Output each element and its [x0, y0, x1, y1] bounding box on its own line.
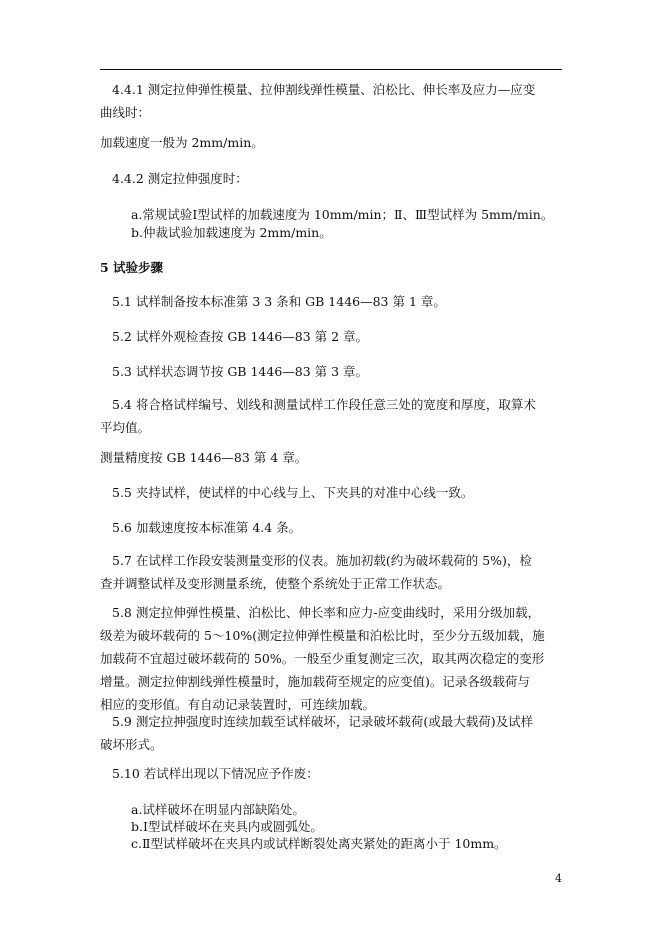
clause-5-2	[112, 325, 566, 348]
clause-line: 曲线时：	[100, 105, 151, 120]
clause-line: 5.7 在试样工作段安装测量变形的仪表。施加初载(约为破坏载荷的 5%)，检	[112, 553, 532, 568]
clause-5-7	[100, 549, 566, 595]
loading-speed-text	[100, 131, 566, 154]
clause-line: 4.4.1 测定拉伸弹性模量、拉伸割线弹性模量、泊松比、伸长率及应力—应变	[112, 82, 536, 97]
clause-line: 5.8 测定拉伸弹性模量、泊松比、伸长率和应力-应变曲线时，采用分级加载，	[112, 605, 541, 620]
section-heading: 5 试验步骤	[100, 260, 164, 275]
clause-line: 5.10 若试样出现以下情况应予作废：	[112, 766, 319, 781]
clause-line: 5.5 夹持试样，使试样的中心线与上、下夹具的对准中心线一致。	[112, 485, 474, 500]
clause-line: b.仲裁试验加载速度为 2mm/min。	[131, 225, 332, 240]
clause-line: 5.3 试样状态调节按 GB 1446—83 第 3 章。	[112, 364, 369, 379]
list-item-c	[131, 832, 561, 855]
clause-5-1	[112, 290, 566, 313]
clause-line: 5.1 试样制备按本标准第 3 3 条和 GB 1446—83 第 1 章。	[112, 294, 446, 309]
clause-5-4	[100, 393, 566, 439]
clause-4-4-2	[112, 167, 566, 190]
clause-line: 5.4 将合格试样编号、划线和测量试样工作段任意三处的宽度和厚度，取算术	[112, 397, 536, 412]
clause-line: b.Ⅰ型试样破坏在夹具内或圆弧处。	[131, 819, 323, 834]
clause-line: 加载荷不宜超过破坏载荷的 50%。一般至少重复测定三次，取其两次稳定的变形	[100, 651, 545, 666]
clause-line: 5.9 测定拉抻强度时连续加载至试样破坏，记录破坏载荷(或最大载荷)及试样	[112, 714, 534, 729]
clause-line: 加载速度一般为 2mm/min。	[100, 135, 264, 150]
measurement-precision-text	[100, 446, 566, 469]
clause-line: a.试样破坏在明显内部缺陷处。	[131, 802, 305, 817]
clause-4-4-1	[100, 78, 566, 124]
clause-5-6	[112, 516, 566, 539]
clause-line: 5.2 试样外观检查按 GB 1446—83 第 2 章。	[112, 329, 369, 344]
clause-line: 平均值。	[100, 420, 151, 435]
clause-line: 测量精度按 GB 1446—83 第 4 章。	[100, 450, 308, 465]
clause-line: 级差为破坏载荷的 5～10%(测定拉伸弹性模量和泊松比时，至少分五级加载，施	[100, 628, 545, 643]
clause-5-5	[112, 481, 566, 504]
list-item-b	[131, 221, 561, 244]
clause-5-9	[100, 710, 566, 756]
header-rule	[100, 69, 562, 70]
clause-line: 查并调整试样及变形测量系统，使整个系统处于正常工作状态。	[100, 576, 451, 591]
clause-line: 5.6 加载速度按本标准第 4.4 条。	[112, 520, 302, 535]
clause-line: c.Ⅱ型试样破坏在夹具内或试样断裂处离夹紧处的距离小于 10mm。	[131, 836, 507, 851]
clause-5-3	[112, 360, 566, 383]
clause-line: 增量。测定拉伸割线弹性模量时，施加载荷至规定的应变值)。记录各级载荷与	[100, 674, 530, 689]
clause-line: 相应的变形值。有自动记录装置时，可连续加载。	[100, 697, 376, 712]
clause-line: a.常规试验Ⅰ型试样的加载速度为 10mm/min；Ⅱ、Ⅲ型试样为 5mm/min。	[131, 207, 554, 222]
page-number: 4	[555, 872, 562, 885]
clause-5-8	[100, 601, 566, 716]
clause-line: 4.4.2 测定拉伸强度时：	[112, 171, 248, 186]
clause-line: 破坏形式。	[100, 737, 163, 752]
clause-5-10	[112, 762, 566, 785]
